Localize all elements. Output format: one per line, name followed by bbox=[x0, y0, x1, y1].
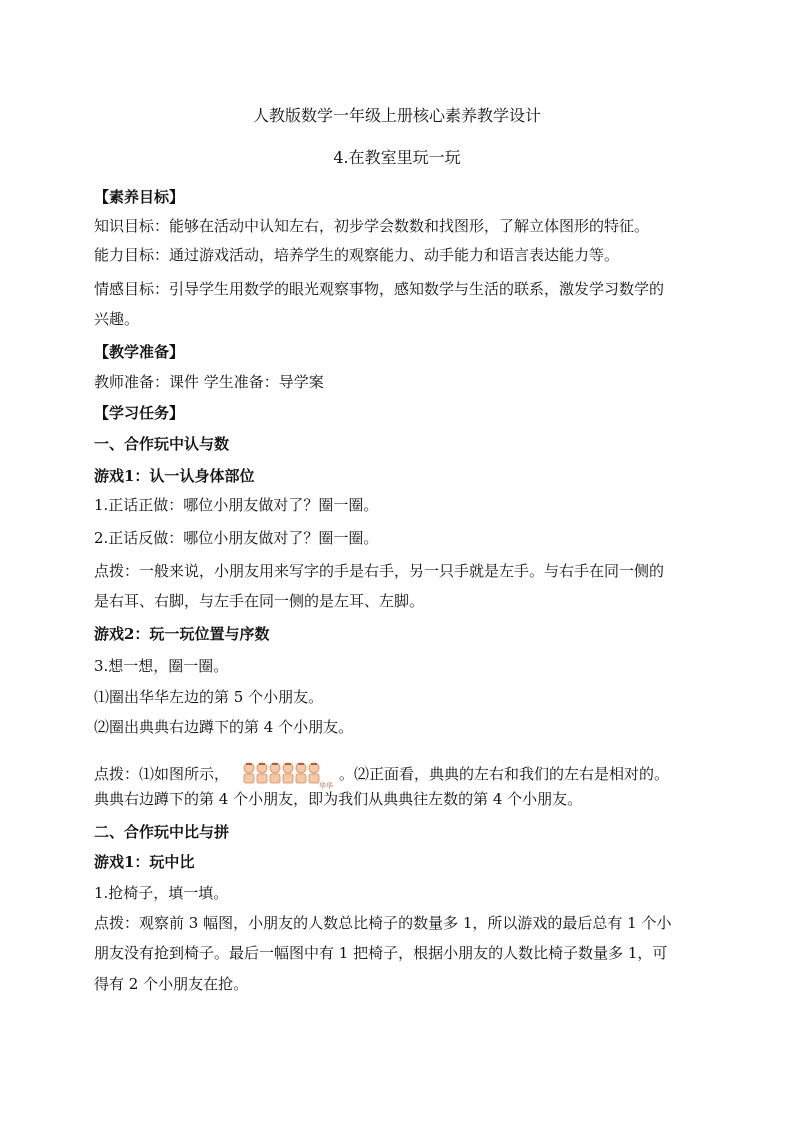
teaching-prep-heading: 【教学准备】 bbox=[94, 343, 185, 361]
lesson-title: 4.在教室里玩一玩 bbox=[333, 148, 461, 167]
hint-3-line-3: 得有 2 个小朋友在抢。 bbox=[94, 975, 249, 993]
learning-tasks-heading: 【学习任务】 bbox=[94, 404, 185, 422]
emotion-goal-line-1: 情感目标：引导学生用数学的眼光观察事物，感知数学与生活的联系，激发学习数学的 bbox=[94, 280, 665, 298]
part1-heading: 一、合作玩中认与数 bbox=[94, 435, 230, 453]
figure-label: 华华 bbox=[319, 782, 334, 790]
sub-question-2: ⑵圈出典典右边蹲下的第 4 个小朋友。 bbox=[94, 718, 354, 736]
part2-heading: 二、合作玩中比与拼 bbox=[94, 823, 230, 841]
children-row-icon bbox=[233, 760, 337, 790]
knowledge-goal: 知识目标：能够在活动中认知左右，初步学会数数和找图形，了解立体图形的特征。 bbox=[94, 217, 650, 235]
game2-heading: 游戏2：玩一玩位置与序数 bbox=[94, 625, 270, 643]
hint-3-line-2: 朋友没有抢到椅子。最后一幅图中有 1 把椅子，根据小朋友的人数比椅子数量多 1，可 bbox=[94, 944, 668, 962]
hint-2-part-1: 点拨：⑴如图所示， bbox=[94, 765, 230, 783]
page-title: 人教版数学一年级上册核心素养教学设计 bbox=[252, 106, 541, 125]
game3-heading: 游戏1：玩中比 bbox=[94, 853, 195, 871]
children-row-figure bbox=[233, 760, 337, 790]
hint-2-part-2: 。⑵正面看，典典的左右和我们的左右是相对的。 bbox=[339, 765, 670, 783]
literacy-goals-heading: 【素养目标】 bbox=[94, 188, 185, 206]
hint-1-line-2: 是右耳、右脚，与左手在同一侧的是左耳、左脚。 bbox=[94, 592, 425, 610]
teaching-prep: 教师准备：课件 学生准备：导学案 bbox=[94, 373, 324, 391]
item-4: 1.抢椅子，填一填。 bbox=[94, 884, 229, 902]
emotion-goal-line-2: 兴趣。 bbox=[94, 310, 140, 328]
hint-2-line-1 bbox=[94, 760, 714, 790]
hint-1-line-1: 点拨：一般来说，小朋友用来写字的手是右手，另一只手就是左手。与右手在同一侧的 bbox=[94, 562, 665, 580]
item-3: 3.想一想，圈一圈。 bbox=[94, 657, 229, 675]
hint-2-line-2: 典典右边蹲下的第 4 个小朋友，即为我们从典典往左数的第 4 个小朋友。 bbox=[94, 790, 583, 808]
sub-question-1: ⑴圈出华华左边的第 5 个小朋友。 bbox=[94, 688, 324, 706]
game1-heading: 游戏1：认一认身体部位 bbox=[94, 467, 255, 485]
hint-3-line-1: 点拨：观察前 3 幅图，小朋友的人数总比椅子的数量多 1，所以游戏的最后总有 1 个小 bbox=[94, 914, 672, 932]
item-2: 2.正话反做：哪位小朋友做对了？圈一圈。 bbox=[94, 529, 379, 547]
ability-goal: 能力目标：通过游戏活动，培养学生的观察能力、动手能力和语言表达能力等。 bbox=[94, 246, 620, 264]
item-1: 1.正话正做：哪位小朋友做对了？圈一圈。 bbox=[94, 496, 379, 514]
